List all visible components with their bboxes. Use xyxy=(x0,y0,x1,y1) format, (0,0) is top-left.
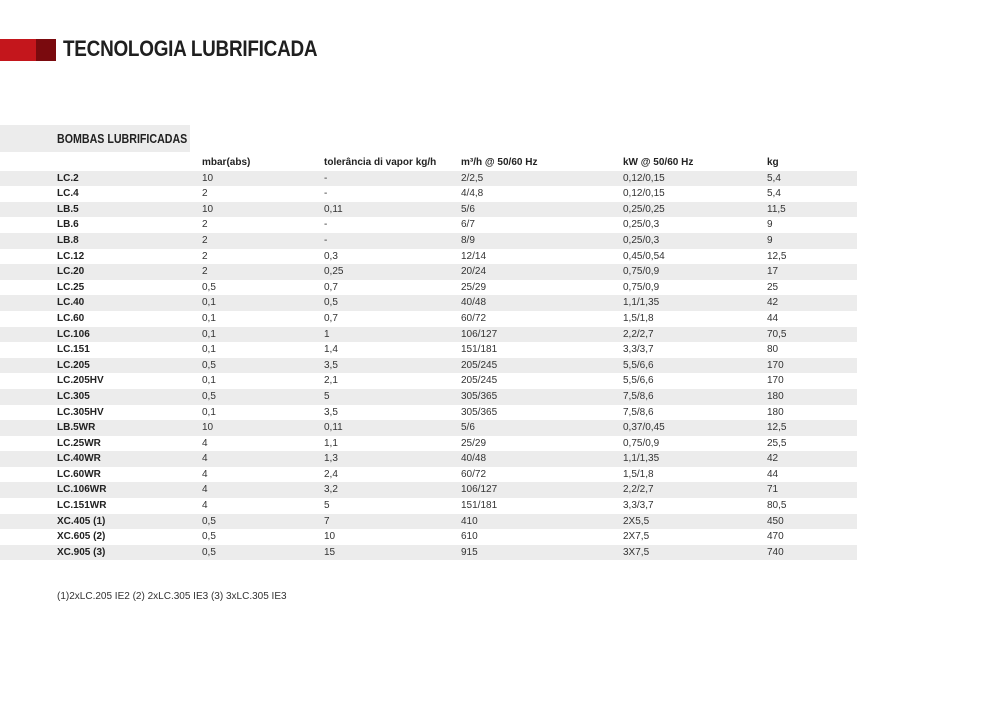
table-cell: 0,75/0,9 xyxy=(623,281,660,293)
table-cell: 25/29 xyxy=(461,281,487,293)
table-cell: 7,5/8,6 xyxy=(623,389,767,405)
table-row xyxy=(0,171,857,187)
table-cell: 1,5/1,8 xyxy=(623,312,654,324)
table-cell: 4 xyxy=(202,468,208,480)
model-cell: LC.2 xyxy=(0,171,202,187)
table-cell: 0,25 xyxy=(324,264,461,280)
model-cell: LC.25 xyxy=(57,281,85,293)
table-cell: 0,45/0,54 xyxy=(623,250,665,262)
table-cell: 5,4 xyxy=(767,188,781,200)
table-row xyxy=(0,327,857,343)
model-cell: LC.4 xyxy=(57,188,79,200)
table-header-row xyxy=(0,155,857,171)
table-cell: 5,4 xyxy=(767,171,857,187)
table-cell: 10 xyxy=(202,202,324,218)
table-cell: 2,2/2,7 xyxy=(623,482,767,498)
table-cell: 205/245 xyxy=(461,375,498,387)
table-cell: 70,5 xyxy=(767,327,857,343)
table-cell: 2/2,5 xyxy=(461,171,623,187)
table-cell: 9 xyxy=(767,219,773,231)
table-cell: 151/181 xyxy=(461,500,498,512)
table-row xyxy=(0,233,857,249)
table-cell: - xyxy=(324,188,328,200)
column-header: kg xyxy=(767,157,779,168)
table-cell: 0,25/0,3 xyxy=(623,233,767,249)
model-cell: LC.40WR xyxy=(0,451,202,467)
model-cell: XC.605 (2) xyxy=(57,531,106,543)
column-header: m³/h @ 50/60 Hz xyxy=(461,157,538,168)
table-cell: 20/24 xyxy=(461,264,623,280)
table-row xyxy=(0,405,857,421)
table-row xyxy=(0,202,857,218)
model-cell: LC.205HV xyxy=(57,375,104,387)
model-cell: LC.106 xyxy=(0,327,202,343)
table-cell: 305/365 xyxy=(461,406,498,418)
table-cell: 3,3/3,7 xyxy=(623,500,654,512)
column-header-model xyxy=(0,155,202,171)
table-cell: 5 xyxy=(324,500,330,512)
table-cell: 44 xyxy=(767,468,779,480)
table-cell: 2 xyxy=(202,219,208,231)
table-cell: 5/6 xyxy=(461,202,623,218)
table-cell: 12,5 xyxy=(767,420,857,436)
column-header: tolerância di vapor kg/h xyxy=(324,157,437,168)
table-cell: 1,1 xyxy=(324,437,338,449)
table-cell: 0,12/0,15 xyxy=(623,171,767,187)
table-row xyxy=(0,389,857,405)
table-cell: 2,4 xyxy=(324,468,338,480)
table-row xyxy=(0,249,857,265)
column-header: kW @ 50/60 Hz xyxy=(623,157,694,168)
table-cell: 0,5 xyxy=(202,358,324,374)
table-cell: 151/181 xyxy=(461,344,498,356)
table-row xyxy=(0,280,857,296)
table-row xyxy=(0,498,857,514)
table-cell: 40/48 xyxy=(461,295,623,311)
table-cell: 4 xyxy=(202,437,208,449)
table-cell: 4 xyxy=(202,482,324,498)
table-cell: 2,1 xyxy=(324,375,338,387)
table-cell: 5,5/6,6 xyxy=(623,375,654,387)
table-cell: 71 xyxy=(767,482,857,498)
table-row xyxy=(0,295,857,311)
table-cell: 0,5 xyxy=(202,531,216,543)
table-cell: 60/72 xyxy=(461,312,487,324)
table-cell: 42 xyxy=(767,295,857,311)
model-cell: LC.305HV xyxy=(57,406,104,418)
table-cell: 0,7 xyxy=(324,281,338,293)
table-row xyxy=(0,420,857,436)
table-cell: 17 xyxy=(767,264,857,280)
table-cell: - xyxy=(324,233,461,249)
model-cell: LC.25WR xyxy=(57,437,101,449)
model-cell: LC.151WR xyxy=(57,500,107,512)
table-cell: 42 xyxy=(767,451,857,467)
table-cell: 80 xyxy=(767,344,779,356)
model-cell: LC.151 xyxy=(57,344,90,356)
table-row xyxy=(0,514,857,530)
table-cell: 106/127 xyxy=(461,482,623,498)
table-cell: 740 xyxy=(767,545,857,561)
model-cell: LB.6 xyxy=(57,219,79,231)
table-cell: 10 xyxy=(202,420,324,436)
table-cell: 2 xyxy=(202,233,324,249)
table-cell: 1,4 xyxy=(324,344,338,356)
table-row xyxy=(0,529,857,545)
table-cell: 0,1 xyxy=(202,406,216,418)
table-cell: 450 xyxy=(767,514,857,530)
model-cell: LB.5 xyxy=(0,202,202,218)
table-cell: 3,5 xyxy=(324,406,338,418)
footnote: (1)2xLC.205 IE2 (2) 2xLC.305 IE3 (3) 3xLC.305 IE3 xyxy=(57,591,287,602)
table-cell: 44 xyxy=(767,312,779,324)
table-cell: 2,2/2,7 xyxy=(623,327,767,343)
table-cell: 0,37/0,45 xyxy=(623,420,767,436)
table-cell: 3X7,5 xyxy=(623,545,767,561)
table-cell: 0,25/0,25 xyxy=(623,202,767,218)
section-title: BOMBAS LUBRIFICADAS xyxy=(57,131,188,146)
table-row xyxy=(0,467,857,483)
table-cell: 106/127 xyxy=(461,327,623,343)
table-row xyxy=(0,482,857,498)
table-cell: 0,1 xyxy=(202,312,216,324)
table-cell: 2X5,5 xyxy=(623,514,767,530)
table-cell: 0,75/0,9 xyxy=(623,264,767,280)
model-cell: LC.40 xyxy=(0,295,202,311)
table-cell: 0,11 xyxy=(324,202,461,218)
model-cell: LB.8 xyxy=(0,233,202,249)
table-cell: 10 xyxy=(202,171,324,187)
pump-spec-table xyxy=(0,155,857,560)
model-cell: LC.20 xyxy=(0,264,202,280)
table-cell: 170 xyxy=(767,358,857,374)
table-cell: 0,5 xyxy=(202,545,324,561)
table-cell: 0,5 xyxy=(202,514,324,530)
table-cell: 1,3 xyxy=(324,451,461,467)
table-row xyxy=(0,373,857,389)
table-row xyxy=(0,436,857,452)
table-cell: 205/245 xyxy=(461,358,623,374)
column-header: mbar(abs) xyxy=(202,157,251,168)
table-cell: 4 xyxy=(202,451,324,467)
table-cell: 9 xyxy=(767,233,857,249)
table-cell: 0,1 xyxy=(202,375,216,387)
table-cell: 0,5 xyxy=(324,295,461,311)
table-cell: - xyxy=(324,219,328,231)
table-cell: 2 xyxy=(202,250,208,262)
table-cell: 0,75/0,9 xyxy=(623,437,660,449)
table-cell: 0,1 xyxy=(202,327,324,343)
table-cell: 25 xyxy=(767,281,779,293)
table-row xyxy=(0,451,857,467)
table-row xyxy=(0,264,857,280)
table-cell: 5 xyxy=(324,389,461,405)
table-cell: 0,3 xyxy=(324,250,338,262)
table-cell: 0,7 xyxy=(324,312,338,324)
table-cell: 7 xyxy=(324,514,461,530)
table-row xyxy=(0,358,857,374)
table-cell: 8/9 xyxy=(461,233,623,249)
table-cell: 0,1 xyxy=(202,344,216,356)
table-cell: 4 xyxy=(202,500,208,512)
table-cell: 10 xyxy=(324,531,336,543)
model-cell: LC.60WR xyxy=(57,468,101,480)
table-cell: 305/365 xyxy=(461,389,623,405)
table-row xyxy=(0,545,857,561)
table-cell: 0,1 xyxy=(202,295,324,311)
table-cell: 12,5 xyxy=(767,250,787,262)
table-cell: 3,3/3,7 xyxy=(623,344,654,356)
model-cell: LC.12 xyxy=(57,250,85,262)
header-accent-bar xyxy=(0,39,56,61)
table-cell: 6/7 xyxy=(461,219,475,231)
table-cell: 0,5 xyxy=(202,281,216,293)
table-body xyxy=(0,171,857,561)
table-cell: 0,5 xyxy=(202,389,324,405)
table-cell: 5,5/6,6 xyxy=(623,358,767,374)
table-cell: 11,5 xyxy=(767,202,857,218)
table-cell: 0,25/0,3 xyxy=(623,219,660,231)
model-cell: LC.305 xyxy=(0,389,202,405)
table-row xyxy=(0,342,857,358)
page-title: TECNOLOGIA LUBRIFICADA xyxy=(63,36,318,61)
table-cell: 2X7,5 xyxy=(623,531,650,543)
table-cell: 0,11 xyxy=(324,420,461,436)
table-cell: 1,5/1,8 xyxy=(623,468,654,480)
table-cell: 3,5 xyxy=(324,358,461,374)
table-cell: 410 xyxy=(461,514,623,530)
table-cell: 25,5 xyxy=(767,437,787,449)
table-cell: 1,1/1,35 xyxy=(623,295,767,311)
model-cell: LC.205 xyxy=(0,358,202,374)
table-cell: 180 xyxy=(767,406,784,418)
table-row xyxy=(0,311,857,327)
table-row xyxy=(0,217,857,233)
table-cell: 0,12/0,15 xyxy=(623,188,665,200)
table-row xyxy=(0,186,857,202)
table-cell: 1 xyxy=(324,327,461,343)
table-cell: 25/29 xyxy=(461,437,487,449)
model-cell: XC.905 (3) xyxy=(0,545,202,561)
table-cell: 5/6 xyxy=(461,420,623,436)
table-cell: 2 xyxy=(202,264,324,280)
table-cell: - xyxy=(324,171,461,187)
table-cell: 180 xyxy=(767,389,857,405)
table-cell: 40/48 xyxy=(461,451,623,467)
table-cell: 470 xyxy=(767,531,784,543)
table-cell: 3,2 xyxy=(324,482,461,498)
accent-bar-red xyxy=(0,39,36,61)
table-cell: 60/72 xyxy=(461,468,487,480)
table-cell: 12/14 xyxy=(461,250,487,262)
model-cell: LC.106WR xyxy=(0,482,202,498)
table-cell: 610 xyxy=(461,531,478,543)
table-cell: 1,1/1,35 xyxy=(623,451,767,467)
table-cell: 7,5/8,6 xyxy=(623,406,654,418)
table-cell: 80,5 xyxy=(767,500,787,512)
model-cell: LB.5WR xyxy=(0,420,202,436)
table-cell: 4/4,8 xyxy=(461,188,484,200)
table-cell: 170 xyxy=(767,375,784,387)
table-cell: 2 xyxy=(202,188,208,200)
table-cell: 15 xyxy=(324,545,461,561)
model-cell: XC.405 (1) xyxy=(0,514,202,530)
model-cell: LC.60 xyxy=(57,312,85,324)
table-cell: 915 xyxy=(461,545,623,561)
accent-bar-dark xyxy=(36,39,56,61)
